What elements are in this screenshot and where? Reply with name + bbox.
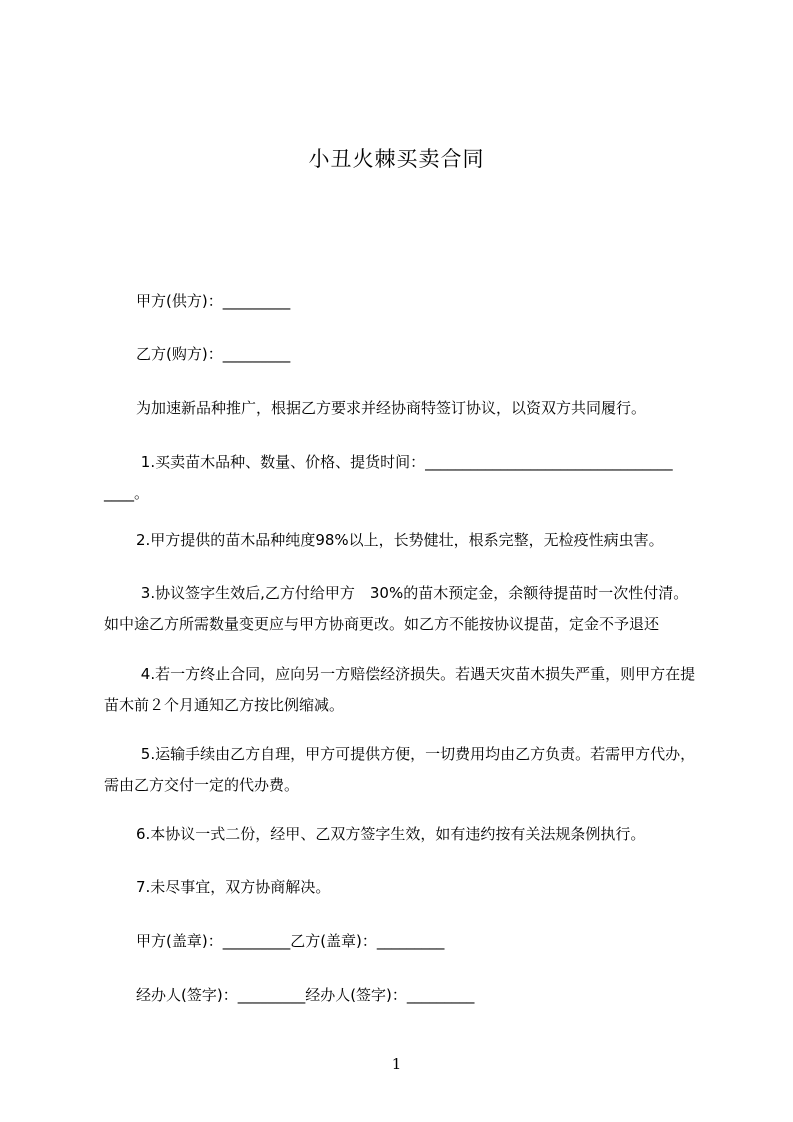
clause-6: 6.本协议一式二份，经甲、乙双方签字生效，如有违约按有关法规条例执行。 (136, 825, 646, 843)
clause-3: 3.协议签字生效后,乙方付给甲方 30%的苗木预定金，余额待提苗时一次性付清。如中途乙方所需数量变更应与甲方协商更改。如乙方不能按协议提苗，定金不予退还 (104, 584, 689, 633)
clause-4: 4.若一方终止合同，应向另一方赔偿经济损失。若遇天灾苗木损失严重，则甲方在提苗木前２个月通知乙方按比例缩减。 (104, 665, 696, 714)
signature-line: 经办人(签字)：_________经办人(签字)：_________ (136, 986, 475, 1004)
clause-5: 5.运输手续由乙方自理，甲方可提供方便，一切费用均由乙方负责。若需甲方代办，需由乙方交付一定的代办费。 (104, 745, 696, 794)
clause-1: 1.买卖苗木品种、数量、价格、提货时间：_________________________________ ____。 (104, 453, 673, 502)
clause-2: 2.甲方提供的苗木品种纯度98%以上，长势健壮，根系完整，无检疫性病虫害。 (136, 531, 664, 549)
intro-paragraph: 为加速新品种推广，根据乙方要求并经协商特签订协议，以资双方共同履行。 (136, 399, 647, 417)
clause-7: 7.未尽事宜，双方协商解决。 (136, 878, 331, 896)
seal-line: 甲方(盖章)：_________乙方(盖章)：_________ (136, 932, 445, 950)
page-number: 1 (391, 1055, 402, 1073)
party-a-line: 甲方(供方)：_________ (136, 292, 291, 310)
document-title: 小丑火棘买卖合同 (308, 147, 485, 171)
party-b-line: 乙方(购方)：_________ (136, 345, 291, 363)
